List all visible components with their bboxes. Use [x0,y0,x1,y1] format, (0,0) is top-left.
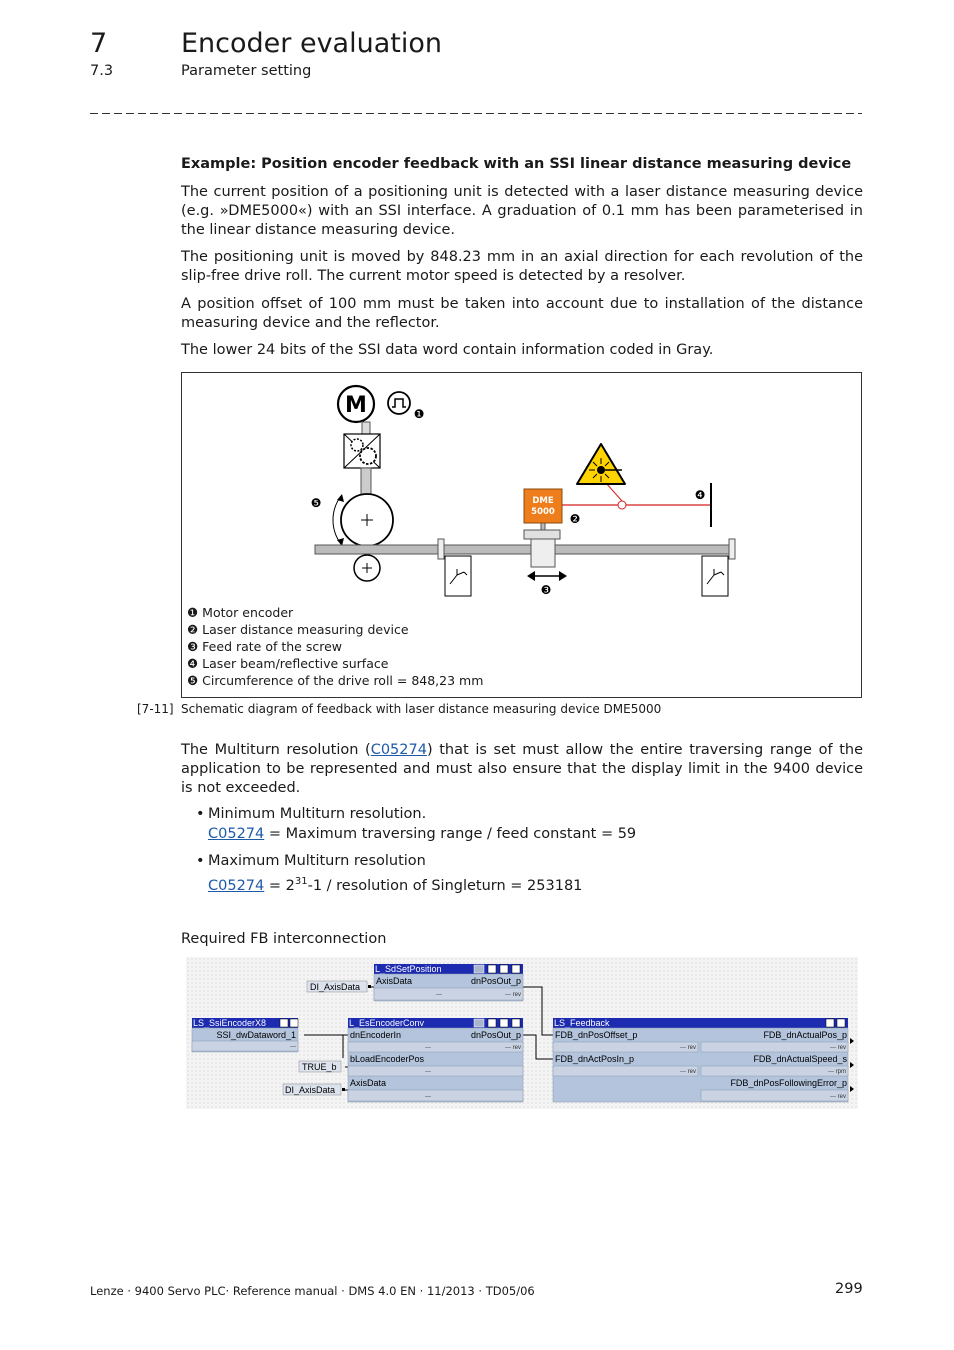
block-ssiencoder-title: LS_SsiEncoderX8 [193,1018,267,1028]
fdb-output-followingerror: FDB_dnPosFollowingError_p [730,1078,847,1088]
carriage [531,539,555,567]
example-paragraph-3: A position offset of 100 mm must be taken into account due to installation of the distance measuring device and the reflector. [181,296,863,331]
caption-number: [7-11] [137,702,174,716]
motor-label: M [345,393,367,418]
svg-text:---: --- [290,1044,296,1050]
conv-input-loadencoderpos: bLoadEncoderPos [350,1054,425,1064]
bullet-2-title: Maximum Multiturn resolution [208,853,426,869]
svg-text:---: --- [425,1069,431,1075]
block-encoderconv-title: L_EsEncoderConv [349,1018,425,1028]
svg-text:--- rpm: --- rpm [828,1069,846,1075]
svg-text:--- rev: --- rev [680,1045,696,1051]
beam-marker [618,501,626,509]
bullet-1-formula: C05274 = Maximum traversing range / feed constant = 59 [208,826,637,842]
bullet-1-title: Minimum Multiturn resolution. [208,806,427,822]
section-number: 7.3 [90,63,114,79]
marker-3: ❸ [540,583,552,597]
bullet-2-formula: $C05274 = 2^{31}-1$ / resolution of Singleturn = 253181 [208,876,583,894]
example-paragraph-1: The current position of a positioning unit is detected with a laser distance measuring device (e.g. »DME5000«) with an SSI interface. A graduation of 0.1 mm has been parameterised in the linear distance measuring device. [181,184,863,238]
block-feedback-title: LS_Feedback [554,1018,610,1028]
svg-text:--- rev: --- rev [680,1069,696,1075]
conv-input-axisdata: AxisData [350,1078,387,1088]
encoder-symbol [388,392,410,414]
limit-switch-right [702,556,728,596]
conv-output-posout: dnPosOut_p [470,1030,521,1040]
fdb-input-actposin: FDB_dnActPosIn_p [555,1054,635,1064]
marker-1: ❶ [413,407,425,421]
setpos-input-axisdata: AxisData [376,976,413,986]
ext-true-b: TRUE_b [302,1062,337,1072]
schematic-diagram [181,372,862,612]
svg-text:--- rev: --- rev [830,1094,846,1100]
section-title: Parameter setting [181,63,312,79]
fb-interconnection-diagram [186,957,858,1109]
dme-label-2: 5000 [531,507,555,517]
marker-2: ❷ [569,512,581,526]
bullet-2: • [196,853,205,869]
setpos-output-posout: dnPosOut_p [470,976,521,986]
fdb-output-actualspeed: FDB_dnActualSpeed_s [753,1054,847,1064]
c05274-link-3[interactable]: C05274 [208,877,265,894]
caption-text: Schematic diagram of feedback with laser distance measuring device DME5000 [181,702,662,716]
legend-item-5: ❺ Circumference of the drive roll = 848,23 mm [187,673,484,688]
marker-4: ❹ [694,488,706,502]
marker-5: ❺ [310,496,322,510]
example-heading: Example: Position encoder feedback with an SSI linear distance measuring device [181,156,852,172]
page-number: 299 [835,1281,863,1297]
svg-text:---: --- [425,1045,431,1051]
svg-text:---: --- [425,1094,431,1100]
chapter-number: 7 [90,28,108,59]
figure-caption [137,702,661,716]
gear-icon-2 [360,448,376,464]
c05274-link-2[interactable]: C05274 [208,826,265,842]
multiturn-paragraph: The Multiturn resolution (C05274) that is set must allow the entire traversing range of the application to be represented and must also ensure that the display limit in the 9400 device is not exceeded. [181,742,863,796]
bullet-1: • [196,806,205,822]
footer-text: Lenze · 9400 Servo PLC· Reference manual · DMS 4.0 EN · 11/2013 · TD05/06 [90,1284,535,1298]
header-divider [90,113,862,114]
limit-switch-left [445,556,471,596]
c05274-link[interactable]: C05274 [370,742,427,758]
legend-item-4: ❹ Laser beam/reflective surface [187,656,389,671]
svg-text:--- rev: --- rev [830,1045,846,1051]
fdb-output-actualpos: FDB_dnActualPos_p [763,1030,847,1040]
chapter-title: Encoder evaluation [181,28,442,59]
legend-item-3: ❸ Feed rate of the screw [187,639,343,654]
fb-heading: Required FB interconnection [181,931,387,947]
conv-input-encoderin: dnEncoderIn [350,1030,402,1040]
legend-item-1: ❶ Motor encoder [187,605,294,620]
dme-label-1: DME [532,496,554,506]
svg-text:--- rev: --- rev [505,1045,521,1051]
gear-icon [351,439,363,451]
legend-item-2: ❷ Laser distance measuring device [187,622,409,637]
dme5000-device [524,489,562,523]
fdb-input-posoffset: FDB_dnPosOffset_p [555,1030,638,1040]
svg-text:--- rev: --- rev [505,992,521,998]
ext-di-axisdata-2: DI_AxisData [285,1085,336,1095]
ext-di-axisdata-1: DI_AxisData [310,982,361,992]
block-setposition-title: L_SdSetPosition [375,964,442,974]
linear-rail [315,545,735,554]
example-paragraph-2: The positioning unit is moved by 848.23 mm in an axial direction for each revolution of the slip-free drive roll. The current motor speed is detected by a resolver. [181,249,863,284]
example-paragraph-4: The lower 24 bits of the SSI data word contain information coded in Gray. [181,342,714,358]
figure-legend [187,604,483,689]
ssi-output-dataword: SSI_dwDataword_1 [216,1030,296,1040]
svg-text:---: --- [436,992,442,998]
